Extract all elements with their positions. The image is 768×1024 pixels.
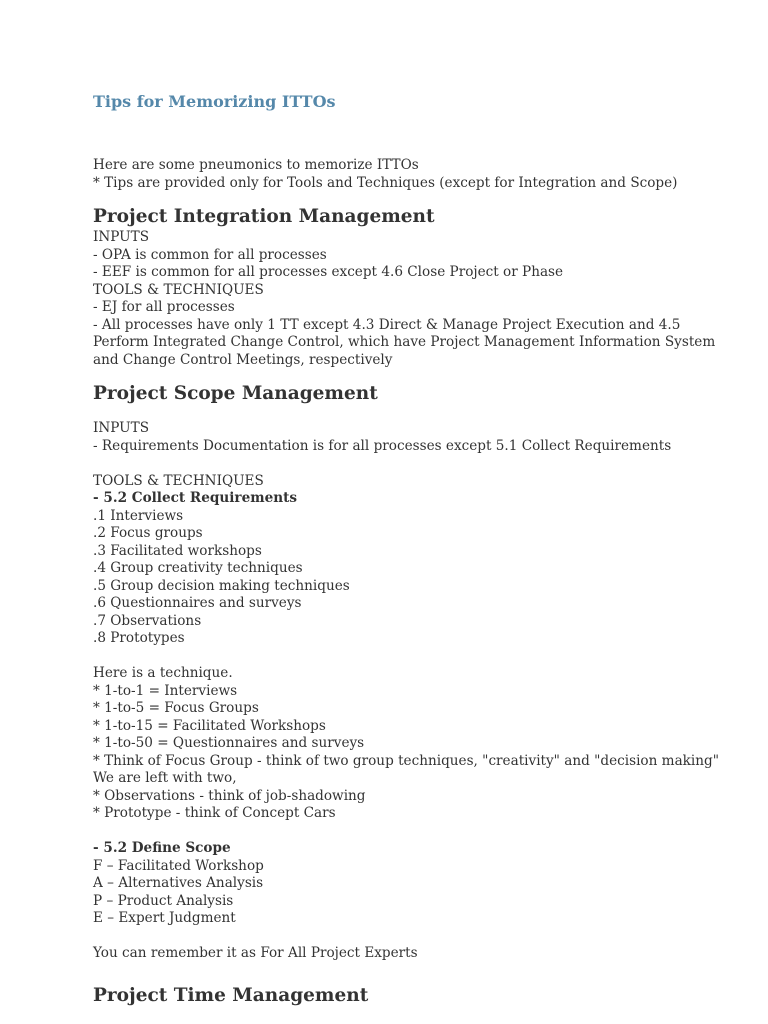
scope-inputs-line: - Requirements Documentation is for all processes except 5.1 Collect Requirements <box>93 437 672 454</box>
integration-line-ej: - EJ for all processes <box>93 299 235 315</box>
integration-line-eef: - EEF is common for all processes except 4.6 Close Project or Phase <box>93 264 564 280</box>
define-scope-heading: - 5.2 Define Scope <box>93 840 231 856</box>
define-item-4: E – Expert Judgment <box>93 910 236 926</box>
time-heading: Project Time Management <box>93 984 369 1006</box>
collect-item-7: .7 Observations <box>93 612 202 629</box>
collect-item-2: .2 Focus groups <box>93 525 203 541</box>
technique-line-7: We are left with two, <box>93 770 237 786</box>
technique-line-8: * Observations - think of job-shadowing <box>93 787 366 804</box>
technique-line-4: * 1-to-15 = Facilitated Workshops <box>93 717 326 734</box>
technique-line-9: * Prototype - think of Concept Cars <box>93 805 336 821</box>
collect-item-3: .3 Facilitated workshops <box>93 542 262 559</box>
define-item-3: P – Product Analysis <box>93 892 234 909</box>
integration-tt-label: TOOLS & TECHNIQUES <box>93 281 264 298</box>
technique-line-5: * 1-to-50 = Questionnaires and surveys <box>93 735 365 751</box>
technique-line-2: * 1-to-1 = Interviews <box>93 682 238 699</box>
intro-line-1: Here are some pneumonics to memorize ITTOs <box>93 157 419 173</box>
scope-heading: Project Scope Management <box>93 383 378 404</box>
technique-line-1: Here is a technique. <box>93 665 233 681</box>
document-page <box>93 88 733 1008</box>
collect-item-5: .5 Group decision making techniques <box>93 577 350 594</box>
technique-line-6: * Think of Focus Group - think of two group techniques, "creativity" and "decision making" <box>93 752 719 769</box>
integration-line-tt-note: - All processes have only 1 TT except 4.3 Direct & Manage Project Execution and 4.5 Perform Integrated Change Control, which have Project Management Information System and Change Control Meetings, respectively <box>93 316 716 368</box>
define-item-1: F – Facilitated Workshop <box>93 857 264 874</box>
scope-tt-label: TOOLS & TECHNIQUES <box>93 472 264 489</box>
collect-requirements-heading: - 5.2 Collect Requirements <box>93 490 298 506</box>
collect-item-6: .6 Questionnaires and surveys <box>93 595 302 611</box>
integration-heading: Project Integration Management <box>93 206 435 227</box>
document-title: Tips for Memorizing ITTOs <box>93 92 336 111</box>
collect-item-1: .1 Interviews <box>93 507 184 524</box>
collect-item-4: .4 Group creativity techniques <box>93 560 303 576</box>
scope-inputs-label: INPUTS <box>93 420 150 436</box>
intro-line-2: * Tips are provided only for Tools and Techniques (except for Integration and Scope) <box>93 174 678 191</box>
integration-inputs-label: INPUTS <box>93 229 150 245</box>
define-item-2: A – Alternatives Analysis <box>93 875 264 891</box>
technique-line-3: * 1-to-5 = Focus Groups <box>93 700 259 716</box>
remember-line: You can remember it as For All Project Experts <box>93 945 418 961</box>
collect-item-8: .8 Prototypes <box>93 630 185 646</box>
integration-line-opa: - OPA is common for all processes <box>93 246 327 263</box>
